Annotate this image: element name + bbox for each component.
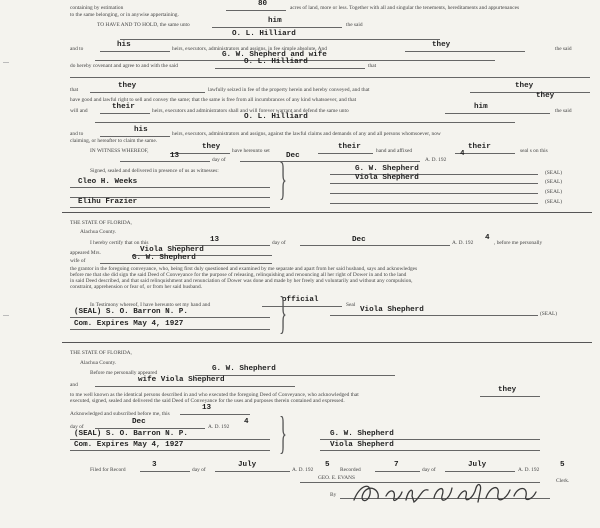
text-acres: acres of land, more or less. Together with all and singular the tenements, hereditaments and appurtenances [290, 5, 520, 11]
county-label: Alachua County. [80, 229, 117, 235]
word-their: their [112, 103, 135, 111]
grantee-name-3: O. L. Hilliard [244, 113, 308, 121]
text-have-hereunto: have hereunto set [232, 148, 270, 154]
text-the-said: the said [346, 22, 363, 28]
text-testimony: In Testimony whereof, I have hereunto set my hand and [90, 302, 211, 308]
text-good-right: have good and lawful right to sell and convey the same; that the same is free from all incumbrances of any kind whatsoever, and that [70, 97, 357, 103]
ack1-signer: Viola Shepherd [360, 306, 424, 314]
recorded-day: 7 [394, 461, 399, 469]
text-wife-of: wife of [70, 258, 86, 264]
text-lawfully-seized: lawfully seized in fee of the property herein and hereby conveyed, and that [208, 87, 370, 93]
margin-mark [3, 315, 9, 316]
ack1-body-1: the grantor in the foregoing conveyance, who, being first duly questioned and examined by me separate and apart from her said husband, says and acknowledges [70, 266, 418, 272]
expires-2: Com. Expires May 4, 1927 [74, 441, 184, 449]
handwritten-signature [350, 478, 540, 508]
text-before-me-2: Before me personally appeared [90, 370, 158, 376]
seal-label: (SEAL) [545, 170, 563, 176]
text-acknowledged: Acknowledged and subscribed before me, this [70, 411, 170, 417]
state-heading-2: THE STATE OF FLORIDA, [70, 350, 132, 356]
text-and-to-2: and to [70, 131, 84, 137]
month-value: Dec [286, 152, 300, 160]
ack1-year: 4 [485, 234, 490, 242]
ack1-day: 13 [210, 236, 220, 244]
text-claiming: claiming, or hereafter to claim the same. [70, 138, 158, 144]
text-seal-on: seal s on this [520, 148, 548, 154]
text-ad-3: A. D. 192 [208, 424, 230, 430]
ack2-year: 4 [244, 418, 249, 426]
text-will-and: will and [70, 108, 88, 114]
ack2-body-1: to me well known as the identical persons described in and who executed the foregoing Deed of Conveyance, who acknowledged that [70, 392, 359, 398]
husband-name: G. W. Shepherd [132, 254, 196, 262]
word-their-3: their [468, 143, 491, 151]
county-label-2: Alachua County. [80, 360, 117, 366]
text-signed-sealed: Signed, sealed and delivered in presence of us as witnesses: [90, 168, 219, 174]
text-recorded: Recorded [340, 467, 361, 473]
text-day-of: day of [212, 157, 226, 163]
text-ad: A. D. 192 [425, 157, 447, 163]
ack1-body-2: before me that she did sign the said Deed of Conveyance for the purpose of releasing, relinquishing and renouncing all her right of Dower in and to the land [70, 272, 407, 278]
word-his-2: his [134, 126, 148, 134]
filed-day: 3 [152, 461, 157, 469]
grantee-name-2: O. L. Hilliard [244, 58, 308, 66]
text-heirs-defend: heirs, executors and administrators shall and will forever warrant and defend the same unto [152, 108, 349, 114]
text-heirs: heirs, executors, administrators and assigns, in fee simple absolute. And [172, 46, 327, 52]
signatory-2: Viola Shepherd [355, 174, 419, 182]
state-heading: THE STATE OF FLORIDA, [70, 220, 132, 226]
text-that-2: that [70, 87, 79, 93]
word-they: they [432, 41, 451, 49]
ack2-name-2: wife Viola Shepherd [138, 376, 225, 384]
text-filed: Filed for Record [90, 467, 126, 473]
text-day-of: day of [272, 240, 286, 246]
clerk-label: Clerk. [556, 478, 570, 484]
ack1-month: Dec [352, 236, 366, 244]
text-certify: I hereby certify that on this [90, 240, 149, 246]
text-the-said: the said [555, 46, 572, 52]
word-they-5: they [202, 143, 221, 151]
text-witness-whereof: IN WITNESS WHEREOF, [90, 148, 149, 154]
margin-mark [3, 62, 9, 63]
word-they-4: they [536, 92, 555, 100]
text-before-me: , before me personally [494, 240, 543, 246]
word-their-2: their [338, 143, 361, 151]
text-hand: hand and affixed [376, 148, 413, 154]
text-covenant: do hereby covenant and agree to and with the said [70, 63, 178, 69]
ack2-day: 13 [202, 404, 212, 412]
grantor-name: G. W. Shepherd and wife [222, 51, 327, 59]
notary-2: (SEAL) S. O. Barron N. P. [74, 430, 188, 438]
word-they-6: they [498, 386, 517, 394]
ack2-signer-2: Viola Shepherd [330, 441, 394, 449]
grantee-name: O. L. Hilliard [232, 30, 296, 38]
text-that: that [368, 63, 377, 69]
clerk-name: GEO. E. EVANS [318, 475, 356, 481]
witness-2: Elihu Frazier [78, 198, 138, 206]
seal-label: (SEAL) [545, 179, 563, 185]
ack1-body-3: in said Deed described, and that said relinquishment and renunciation of Dower was done and made by her freely and voluntarily and without any compulsion, [70, 278, 413, 284]
text-containing: containing by estimation [70, 5, 124, 11]
witness-1: Cleo H. Weeks [78, 178, 138, 186]
seal-label: (SEAL) [545, 199, 563, 205]
filed-month: July [238, 461, 257, 469]
ack2-name-1: G. W. Shepherd [212, 365, 276, 373]
signatory-1: G. W. Shepherd [355, 165, 419, 173]
text-appeared: appeared Mrs. [70, 250, 101, 256]
seal-label: (SEAL) [540, 311, 558, 317]
ack2-body-2: executed, signed, sealed and delivered the said Deed of Conveyance for the uses and purposes therein contained and expressed. [70, 398, 345, 404]
text-day-of-4: day of [422, 467, 436, 473]
brace: } [279, 287, 287, 338]
text-seal: Seal [346, 302, 356, 308]
text-ad-192: A. D. 192 [452, 240, 474, 246]
text-by: By [330, 492, 337, 498]
text-to-have: TO HAVE AND TO HOLD, the same unto [97, 22, 190, 28]
filed-year: 5 [325, 461, 330, 469]
text-day-of-2: day of [70, 424, 84, 430]
brace: } [279, 407, 287, 458]
text-the-said: the said [555, 108, 572, 114]
text-heirs-assigns: heirs, executors, administrators and assigns, against the lawful claims and demands of any and all persons whomsoever, now [172, 131, 441, 137]
wife-name: Viola Shepherd [140, 246, 204, 254]
year-value: 4 [460, 150, 465, 158]
word-they-2: they [118, 82, 137, 90]
expires-1: Com. Expires May 4, 1927 [74, 320, 184, 328]
ack2-signer-1: G. W. Shepherd [330, 430, 394, 438]
word-official: official [282, 296, 319, 304]
text-and-to: and to [70, 46, 84, 52]
notary-1: (SEAL) S. O. Barron N. P. [74, 308, 188, 316]
word-they-3: they [515, 82, 534, 90]
text-day-of-3: day of [192, 467, 206, 473]
text-ad-5: A. D. 192 [518, 467, 540, 473]
seal-label: (SEAL) [545, 189, 563, 195]
text-same-belonging: to the same belonging, or in anywise appertaining. [70, 12, 179, 18]
word-him: him [474, 103, 488, 111]
grantee-him: him [268, 17, 282, 25]
recorded-year: 5 [560, 461, 565, 469]
acres-value: 80 [258, 0, 268, 8]
day-value: 13 [170, 152, 180, 160]
text-and: and [70, 382, 78, 388]
recorded-month: July [468, 461, 487, 469]
ack1-body-4: constraint, apprehension or fear of, or from her said husband. [70, 284, 203, 290]
brace: } [279, 153, 287, 204]
word-his: his [117, 41, 131, 49]
ack2-month: Dec [132, 418, 146, 426]
text-ad-4: A. D. 192 [292, 467, 314, 473]
